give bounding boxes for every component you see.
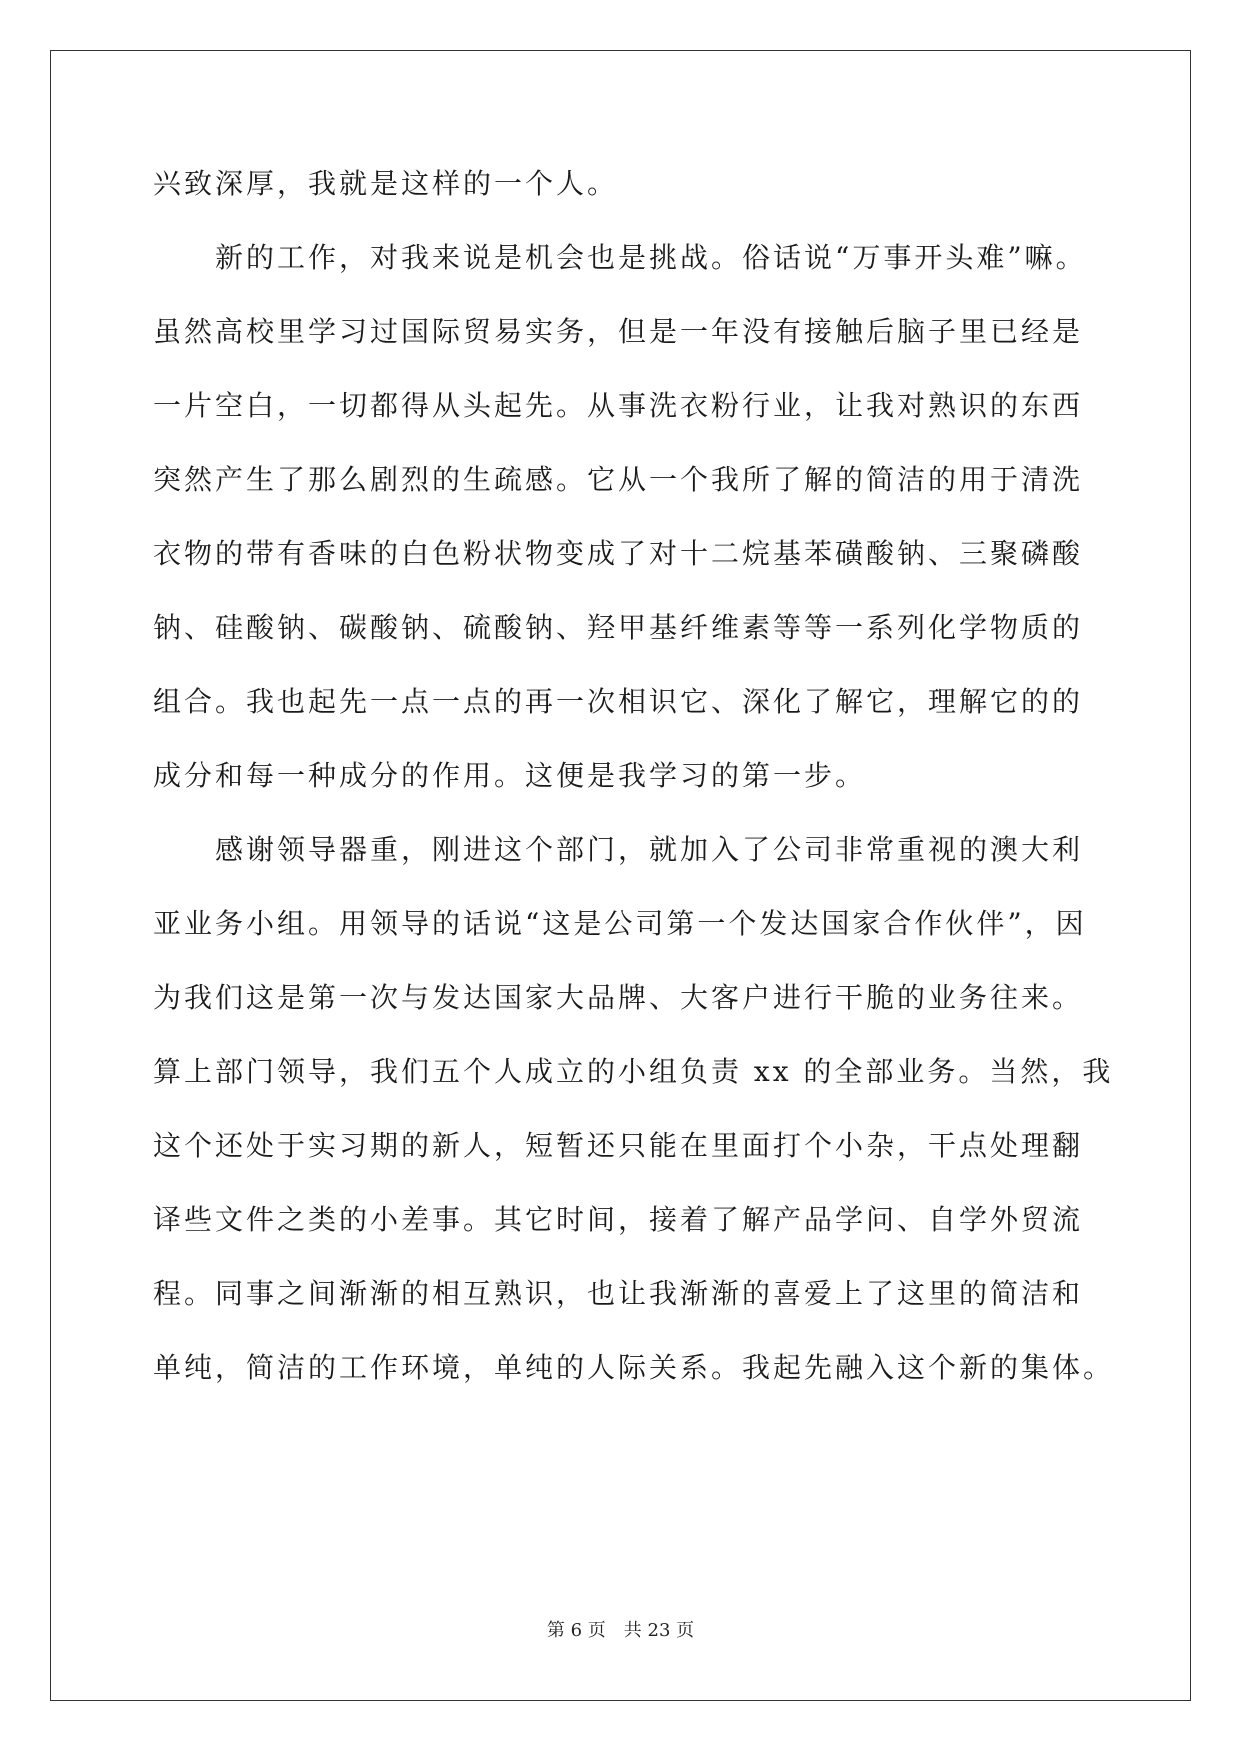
page-number-footer: 第 6 页 共 23 页 — [546, 1620, 695, 1641]
page-border — [50, 50, 1191, 1701]
text-line: 亚业务小组。用领导的话说“这是公司第一个发达国家合作伙伴”，因 — [153, 907, 1087, 940]
text-line: 算上部门领导，我们五个人成立的小组负责 xx 的全部业务。当然，我 — [153, 1055, 1114, 1088]
text-line: 成分和每一种成分的作用。这便是我学习的第一步。 — [153, 759, 867, 792]
text-line: 感谢领导器重，刚进这个部门，就加入了公司非常重视的澳大利 — [215, 833, 1084, 866]
text-line: 组合。我也起先一点一点的再一次相识它、深化了解它，理解它的的 — [153, 685, 1084, 718]
text-line: 虽然高校里学习过国际贸易实务，但是一年没有接触后脑子里已经是 — [153, 315, 1084, 348]
text-line: 新的工作，对我来说是机会也是挑战。俗话说“万事开头难”嘛。 — [215, 241, 1087, 274]
text-line: 程。同事之间渐渐的相互熟识，也让我渐渐的喜爱上了这里的简洁和 — [153, 1277, 1084, 1310]
text-line: 钠、硅酸钠、碳酸钠、硫酸钠、羟甲基纤维素等等一系列化学物质的 — [153, 611, 1084, 644]
text-line: 为我们这是第一次与发达国家大品牌、大客户进行干脆的业务往来。 — [153, 981, 1084, 1014]
text-line: 一片空白，一切都得从头起先。从事洗衣粉行业，让我对熟识的东西 — [153, 389, 1084, 422]
text-line: 兴致深厚，我就是这样的一个人。 — [153, 167, 619, 200]
text-line: 衣物的带有香味的白色粉状物变成了对十二烷基苯磺酸钠、三聚磷酸 — [153, 537, 1084, 570]
text-line: 单纯，简洁的工作环境，单纯的人际关系。我起先融入这个新的集体。 — [153, 1351, 1115, 1384]
text-line: 这个还处于实习期的新人，短暂还只能在里面打个小杂，干点处理翻 — [153, 1129, 1084, 1162]
text-line: 译些文件之类的小差事。其它时间，接着了解产品学问、自学外贸流 — [153, 1203, 1084, 1236]
text-line: 突然产生了那么剧烈的生疏感。它从一个我所了解的简洁的用于清洗 — [153, 463, 1084, 496]
